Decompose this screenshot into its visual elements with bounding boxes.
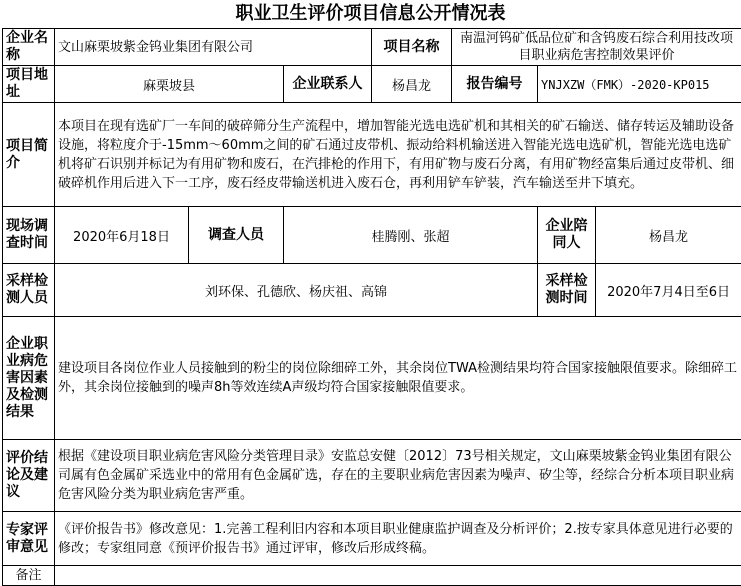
companion-value: 杨昌龙 [596, 207, 741, 264]
project-value: 南温河钨矿低品位矿和含钨废石综合利用技改项目职业病危害控制效果评价 [452, 29, 741, 66]
address-value: 麻栗坡县 [55, 66, 284, 103]
conclusion-value: 根据《建设项目职业病危害风险分类管理目录》安监总安健〔2012〕73号相关规定，文山麻栗坡紫金钨业集团有限公司属有色金属矿采选业中的常用有色金属矿选，存在的主要职业病危害因素为噪声、矽尘等，经综合分析本项目职业病危害风险分类为职业病危害严重。 [55, 440, 741, 512]
row-summary [3, 103, 741, 207]
survey-time-value: 2020年6月18日 [55, 207, 189, 264]
summary-label: 项目简介 [3, 103, 55, 207]
conclusion-label: 评价结论及建议 [3, 440, 55, 512]
sampling-time-label: 采样检测时间 [538, 264, 596, 317]
address-label: 项目地址 [3, 66, 55, 103]
contact-label: 企业联系人 [284, 66, 372, 103]
report-no-value: YNJXZW（FMK）-2020-KP015 [538, 66, 741, 103]
sampling-time-value: 2020年7月4日至6日 [596, 264, 741, 317]
remarks-label: 备注 [3, 566, 55, 586]
row-hazards [3, 317, 741, 440]
report-no-label: 报告编号 [452, 66, 538, 103]
summary-value: 本项目在现有选矿厂一车间的破碎筛分生产流程中，增加智能光选电选矿机和其相关的矿石输送、储存转运及辅助设备设施，将粒度介于-15mm～60mm之间的矿石通过皮带机、振动给料机输送进入智能光选电选矿机，智能光选电选矿机将矿石识别并标记为有用矿物和废石，在汽排枪的作用下，有用矿物与废石分离，有用矿物经富集后通过皮带机、细破碎机作用后进入下一工序，废石经皮带输送机进入废石仓，再利用铲车铲装，汽车输送至井下填充。 [55, 103, 741, 207]
companion-label: 企业陪同人 [538, 207, 596, 264]
hazards-label: 企业职业病危害因素及检测结果 [3, 317, 55, 440]
survey-staff-value: 桂腾刚、张超 [284, 207, 538, 264]
page-title: 职业卫生评价项目信息公开情况表 [0, 0, 741, 28]
expert-value: 《评价报告书》修改意见：1.完善工程利旧内容和本项目职业健康监护调查及分析评价；2.按专家具体意见进行必要的修改；专家组同意《预评价报告书》通过评审，修改后形成终稿。 [55, 512, 741, 566]
hazards-value: 建设项目各岗位作业人员接触到的粉尘的岗位除细碎工外，其余岗位TWA检测结果均符合国家接触限值要求。除细碎工外，其余岗位接触到的噪声8h等效连续A声级均符合国家接触限值要求。 [55, 317, 741, 440]
info-table [2, 28, 741, 586]
survey-staff-label: 调查人员 [189, 207, 284, 264]
row-expert [3, 512, 741, 566]
sampling-staff-value: 刘环保、孔德欣、杨庆祖、高锦 [55, 264, 538, 317]
contact-value: 杨昌龙 [372, 66, 452, 103]
company-value: 文山麻栗坡紫金钨业集团有限公司 [55, 29, 372, 66]
sampling-staff-label: 采样检测人员 [3, 264, 55, 317]
row-address [3, 66, 741, 103]
row-survey [3, 207, 741, 264]
expert-label: 专家评审意见 [3, 512, 55, 566]
row-company [3, 29, 741, 66]
row-sampling [3, 264, 741, 317]
project-label: 项目名称 [372, 29, 452, 66]
row-conclusion [3, 440, 741, 512]
survey-time-label: 现场调查时间 [3, 207, 55, 264]
company-label: 企业名称 [3, 29, 55, 66]
